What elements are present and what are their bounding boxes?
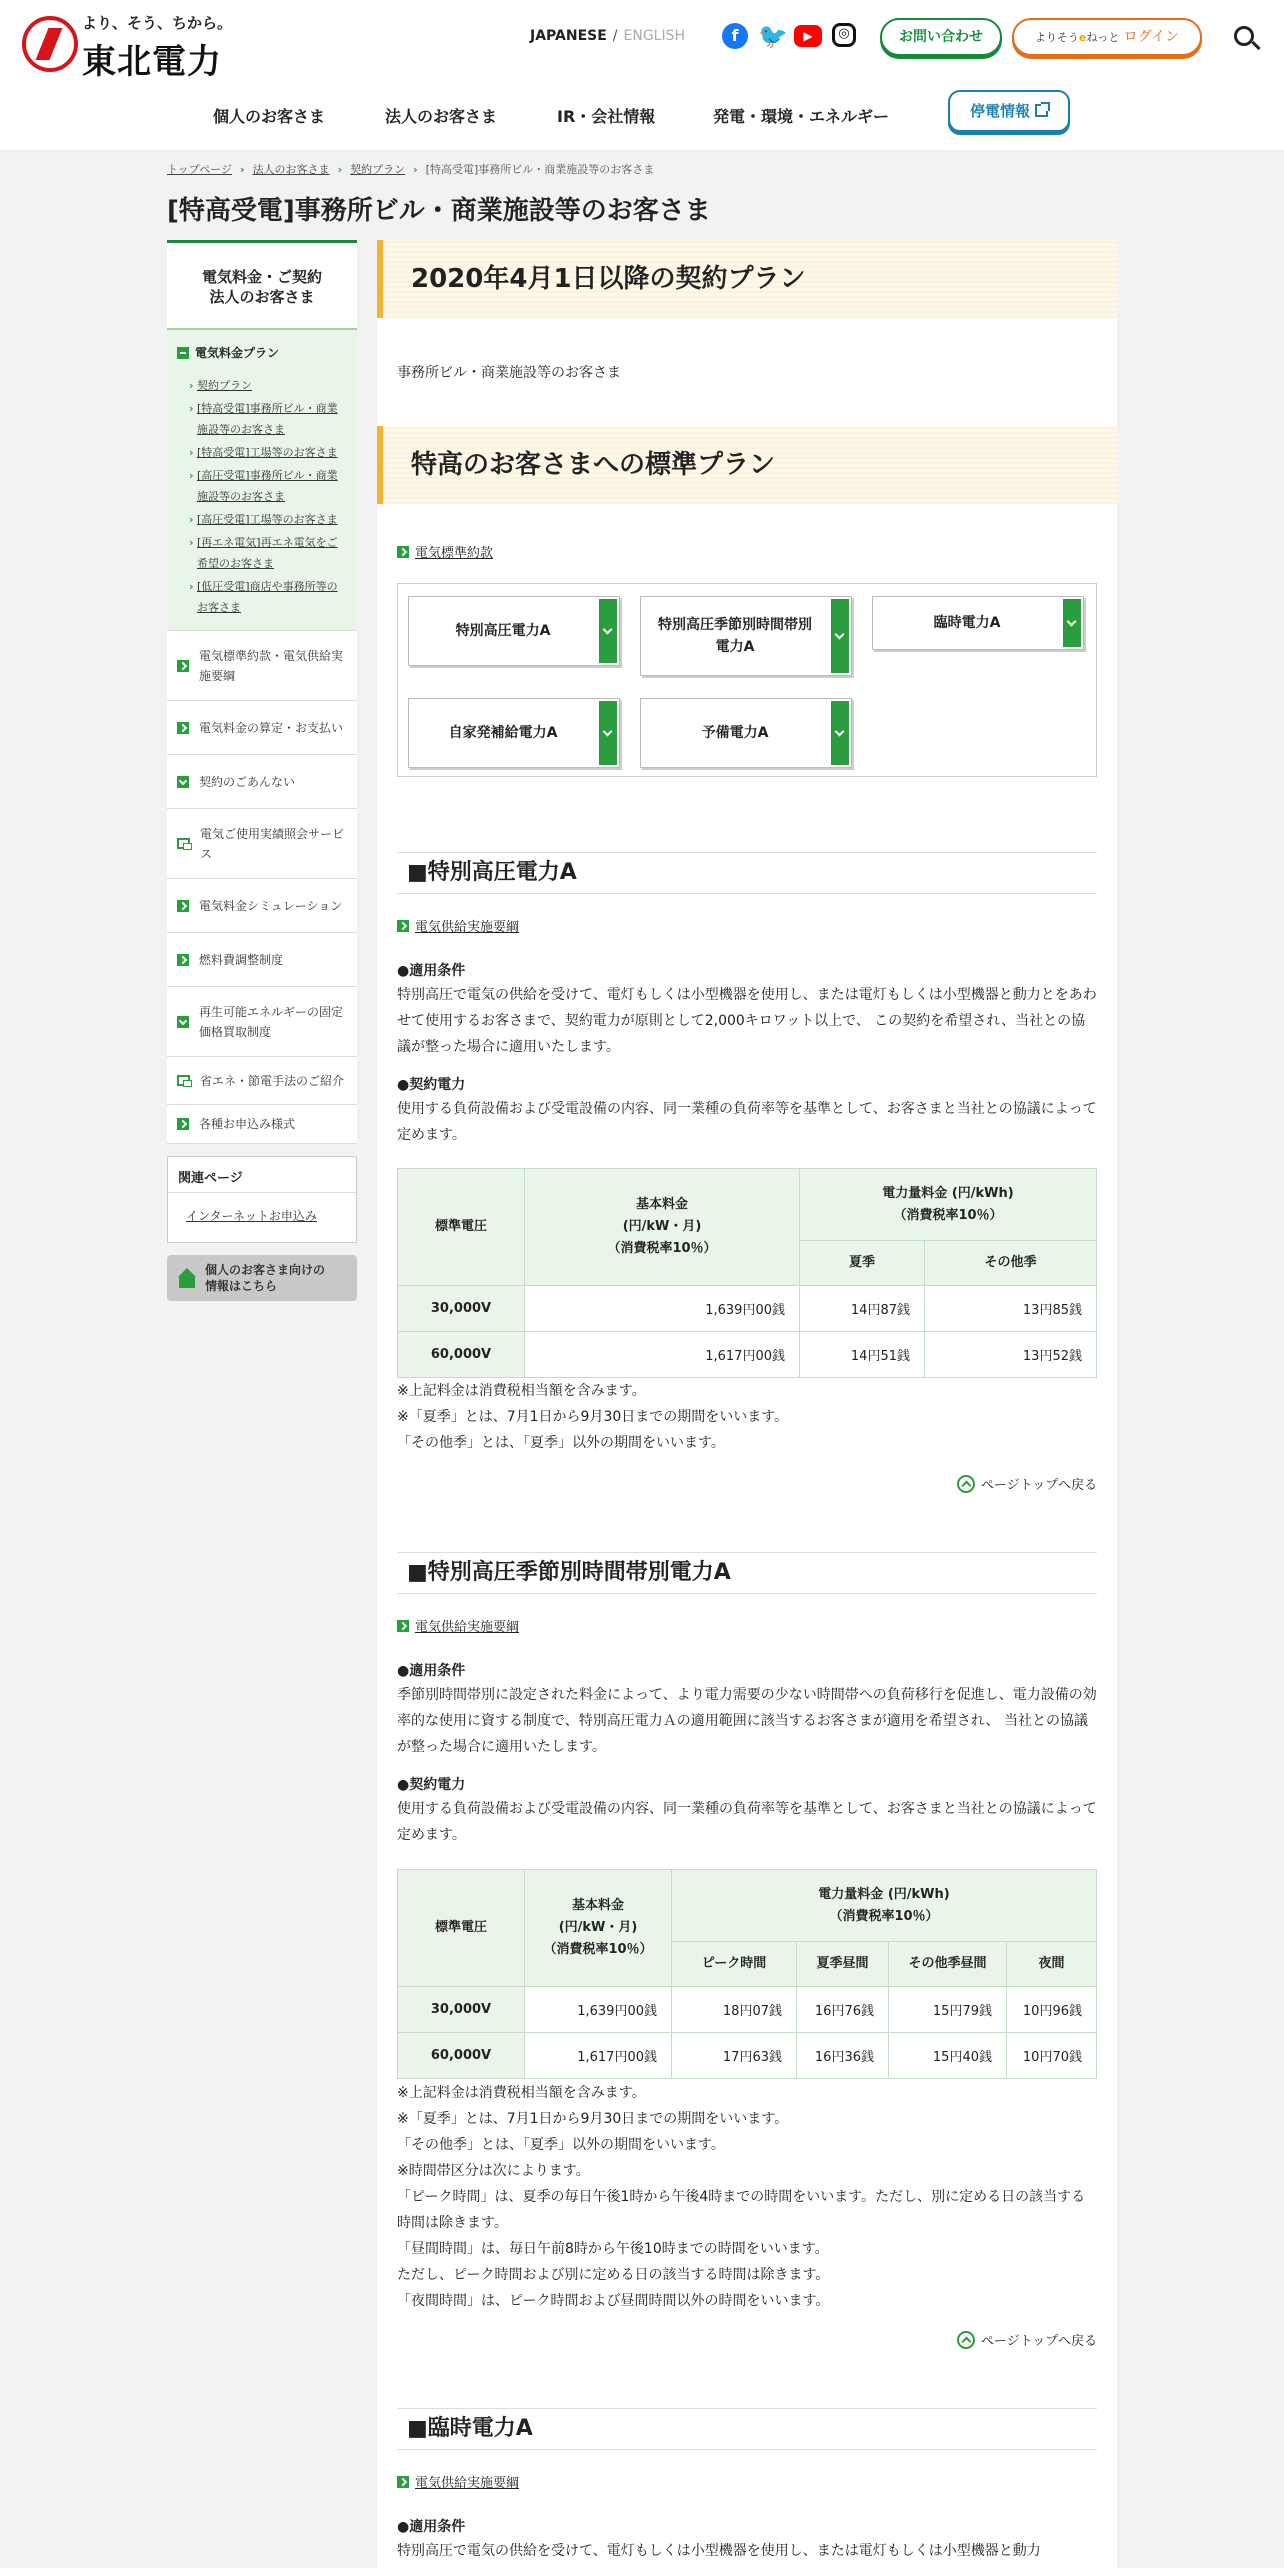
- cell-basic: 1,639円00銭: [525, 1286, 800, 1332]
- site-logo[interactable]: [22, 10, 233, 82]
- supply-terms-label: 電気供給実施要綱: [415, 920, 520, 935]
- page-title: [特高受電]事務所ビル・商業施設等のお客さま: [167, 196, 711, 226]
- condition-head: ●適用条件: [397, 963, 466, 979]
- sidebar-item-label: 電気料金シミュレーション: [199, 898, 343, 913]
- chevron-right-icon: ›: [337, 163, 343, 176]
- personal-info-label: [205, 1262, 325, 1294]
- breadcrumb-current: [特高受電]事務所ビル・商業施設等のお客さま: [425, 163, 655, 176]
- personal-line1: 個人のお客さま向けの: [205, 1263, 326, 1277]
- supply-terms-link[interactable]: [397, 1616, 519, 1635]
- sidebar-sub-item[interactable]: [177, 398, 347, 440]
- th-basic: [525, 1169, 800, 1286]
- cell-basic: 1,639円00銭: [525, 1987, 672, 2033]
- table-row: [398, 1332, 1097, 1378]
- sidebar-plan-title[interactable]: [177, 344, 347, 361]
- condition-text: 季節別時間帯別に設定された料金によって、より電力需要の少ない時間帯への負荷移行を促進し、電力設備の効率的な使用に資する制度で、特別高圧電力Ａの適用範囲に該当するお客さまが適用を希望され、 当社との協議が整った場合に適用いたします。: [397, 1687, 1097, 1755]
- new-window-icon: [177, 1075, 190, 1086]
- th-energy-1: 電力量料金 (円/kWh): [818, 1886, 950, 1902]
- section-title-tokubetsu-a: ■特別高圧電力A: [397, 852, 1097, 894]
- sidebar-item-fuel-cost[interactable]: [167, 932, 357, 986]
- nav-personal[interactable]: 個人のお客さま: [213, 107, 326, 126]
- sidebar-plan-group: [167, 328, 357, 630]
- e-icon: e: [1078, 31, 1087, 44]
- banner-contract-plan: 2020年4月1日以降の契約プラン: [377, 240, 1117, 318]
- note-line: 「夜間時間」は、ピーク時間および昼間時間以外の時間をいいます。: [397, 2293, 830, 2309]
- supply-terms-label: 電気供給実施要綱: [415, 2476, 520, 2491]
- new-window-icon: [177, 838, 190, 849]
- standard-terms-label: 電気標準約款: [415, 546, 494, 561]
- supply-terms-link[interactable]: [397, 2472, 519, 2491]
- contract-text: 使用する負荷設備および受電設備の内容、同一業種の負荷率等を基準として、お客さまと当社との協議によって定めます。: [397, 1101, 1097, 1143]
- sidebar-plan-label: 電気料金プラン: [195, 346, 280, 360]
- instagram-icon[interactable]: ◎: [832, 23, 856, 47]
- nav-ir[interactable]: IR・会社情報: [557, 107, 656, 126]
- table-row: [398, 1286, 1097, 1332]
- th-voltage: 標準電圧: [398, 1169, 525, 1286]
- sidebar-sub-link[interactable]: [特高受電]事務所ビル・商業施設等のお客さま: [197, 402, 338, 436]
- cell-peak: 17円63銭: [672, 2033, 797, 2079]
- th-voltage: 標準電圧: [398, 1870, 525, 1987]
- lang-japanese[interactable]: JAPANESE: [530, 28, 607, 44]
- plan-card-label: 自家発補給電力A: [448, 725, 558, 741]
- plan-card-tokubetsu-a[interactable]: [408, 596, 620, 666]
- note-line: ※上記料金は消費税相当額を含みます。: [397, 2085, 646, 2101]
- youtube-icon[interactable]: ▶: [794, 25, 822, 47]
- chevron-down-icon: [831, 599, 849, 673]
- cell-voltage: 60,000V: [398, 1332, 525, 1378]
- lang-separator: /: [612, 28, 618, 44]
- table-row: [398, 1987, 1097, 2033]
- th-basic-2: (円/kW・月): [622, 1219, 702, 1234]
- sidebar: [167, 240, 357, 1301]
- th-basic-1: 基本料金: [571, 1898, 624, 1913]
- nav-business[interactable]: 法人のお客さま: [385, 107, 498, 126]
- personal-line2: 情報はこちら: [205, 1279, 278, 1293]
- supply-terms-link[interactable]: [397, 916, 519, 935]
- chevron-down-icon: [1063, 599, 1081, 647]
- arrow-up-icon: [957, 2331, 975, 2349]
- sidebar-item-label: 再生可能エネルギーの固定価格買取制度: [199, 1004, 344, 1039]
- condition-head: ●適用条件: [397, 1663, 466, 1679]
- sidebar-sub-item[interactable]: [177, 509, 347, 530]
- sidebar-head-line1: 電気料金・ご契約: [201, 268, 322, 286]
- th-other-day: その他季昼間: [889, 1942, 1007, 1987]
- th-night: 夜間: [1007, 1942, 1097, 1987]
- th-summer-day: 夏季昼間: [797, 1942, 889, 1987]
- sidebar-sub-link[interactable]: [低圧受電]商店や事務所等のお客さま: [197, 580, 338, 614]
- chevron-down-icon: [177, 1016, 189, 1028]
- sidebar-sub-item[interactable]: [177, 375, 347, 396]
- note-line: ※「夏季」とは、7月1日から9月30日までの期間をいいます。: [397, 2111, 789, 2127]
- chevron-down-icon: [599, 599, 617, 663]
- chevron-right-icon: [397, 546, 409, 558]
- cell-night: 10円96銭: [1007, 1987, 1097, 2033]
- sns-links: [722, 23, 856, 49]
- contract-head: ●契約電力: [397, 1077, 466, 1093]
- cell-voltage: 60,000V: [398, 2033, 525, 2079]
- note-line: 「ピーク時間」は、夏季の毎日午後1時から午後4時までの時間をいいます。ただし、別に定める日の該当する時間は除きます。: [397, 2189, 1086, 2231]
- chevron-right-icon: [397, 1620, 409, 1632]
- sidebar-item-label: 電気料金の算定・お支払い: [199, 720, 344, 735]
- language-switch: [530, 28, 685, 44]
- breadcrumb-plans[interactable]: 契約プラン: [350, 163, 406, 176]
- th-basic-2: (円/kW・月): [558, 1920, 638, 1935]
- plan-card-rinji-a[interactable]: [872, 596, 1084, 650]
- contract-head: ●契約電力: [397, 1777, 466, 1793]
- section-title-rinji-a: ■臨時電力A: [397, 2408, 1097, 2450]
- lang-english[interactable]: ENGLISH: [623, 28, 686, 44]
- cell-peak: 18円07銭: [672, 1987, 797, 2033]
- table-row: [398, 2033, 1097, 2079]
- note-line: 「その他季」とは、「夏季」以外の期間をいいます。: [397, 2137, 725, 2153]
- login-prefix: よりそう: [1034, 31, 1079, 44]
- sidebar-item-renewable[interactable]: [167, 986, 357, 1056]
- login-label: ログイン: [1123, 29, 1180, 45]
- note-line: ※「夏季」とは、7月1日から9月30日までの期間をいいます。: [397, 1409, 789, 1425]
- sidebar-item-label: 電気ご使用実績照会サービス: [200, 826, 345, 861]
- rate-table-tou-a: [397, 1869, 1097, 2079]
- site-header: [0, 0, 1284, 150]
- sidebar-sub-item[interactable]: [177, 442, 347, 463]
- th-basic-1: 基本料金: [635, 1197, 688, 1212]
- notes-sec2: [397, 2080, 1097, 2314]
- house-icon: [177, 1268, 197, 1288]
- sidebar-item-terms[interactable]: [167, 630, 357, 700]
- external-link-icon: [1035, 104, 1048, 117]
- sidebar-item-contract-guide[interactable]: [167, 754, 357, 808]
- cell-voltage: 30,000V: [398, 1987, 525, 2033]
- sidebar-item-label: 燃料費調整制度: [199, 952, 284, 967]
- sidebar-sub-link[interactable]: [高圧受電]工場等のお客さま: [197, 513, 338, 526]
- related-link-internet-apply[interactable]: インターネットお申込み: [186, 1209, 317, 1223]
- chevron-right-icon: [177, 900, 189, 912]
- arrow-up-icon: [957, 1475, 975, 1493]
- chevron-right-icon: [397, 2476, 409, 2488]
- chevron-down-icon: [831, 701, 849, 765]
- pagetop-label: ページトップへ戻る: [980, 1478, 1097, 1493]
- plan-card-label: 特別高圧電力A: [455, 623, 551, 639]
- logo-name: 東北電力: [82, 42, 222, 82]
- plan-card-yobi-a[interactable]: [640, 698, 852, 768]
- login-button[interactable]: [1012, 18, 1202, 56]
- condition-text: 特別高圧で電気の供給を受けて、電灯もしくは小型機器を使用し、または電灯もしくは小型機器と動力とをあわせて使用するお客さまで、契約電力が原則として2,000キロワット以上で、 この契約を希望され、当社との協議が整った場合に適用いたします。: [397, 987, 1097, 1055]
- chevron-right-icon: [177, 660, 189, 672]
- notes-sec1: [397, 1378, 1097, 1456]
- facebook-icon[interactable]: f: [722, 23, 748, 49]
- th-summer: 夏季: [800, 1241, 925, 1286]
- nav-energy[interactable]: 発電・環境・エネルギー: [713, 107, 890, 126]
- sidebar-sub-item[interactable]: [177, 465, 347, 507]
- th-basic-3: （消費税率10％）: [543, 1942, 653, 1957]
- th-energy: [800, 1169, 1097, 1241]
- personal-info-button[interactable]: [167, 1255, 357, 1301]
- plan-card-tou-a[interactable]: [640, 596, 852, 676]
- plan-card-label: 特別高圧季節別時間帯別電力A: [658, 617, 812, 655]
- breadcrumb-business[interactable]: 法人のお客さま: [252, 163, 330, 176]
- sidebar-item-forms[interactable]: [167, 1104, 357, 1144]
- global-nav: [0, 90, 1284, 140]
- sidebar-item-label: 省エネ・節電手法のご紹介: [200, 1073, 345, 1088]
- section-title-tou-a: ■特別高圧季節別時間帯別電力A: [397, 1552, 1097, 1594]
- cell-summer: 14円87銭: [800, 1286, 925, 1332]
- cell-summer-day: 16円36銭: [797, 2033, 889, 2079]
- chevron-right-icon: [177, 954, 189, 966]
- sidebar-sub-link[interactable]: [再エネ電気]再エネ電気をご希望のお客さま: [197, 536, 338, 570]
- chevron-right-icon: [177, 1118, 189, 1130]
- th-basic-3: （消費税率10％）: [607, 1241, 717, 1256]
- logo-tagline: より、そう、ちから。: [82, 14, 233, 32]
- related-head: 関連ページ: [168, 1157, 356, 1193]
- sidebar-item-energy-saving[interactable]: [167, 1056, 357, 1104]
- condition-text: 特別高圧で電気の供給を受けて、電灯もしくは小型機器を使用し、または電灯もしくは小型機器と動力: [397, 2543, 1041, 2559]
- breadcrumb-top[interactable]: トップページ: [167, 163, 233, 176]
- breadcrumb: [167, 161, 654, 177]
- sidebar-item-label: 各種お申込み様式: [199, 1117, 296, 1131]
- cell-basic: 1,617円00銭: [525, 1332, 800, 1378]
- cell-other: 13円52銭: [925, 1332, 1097, 1378]
- outage-label: 停電情報: [969, 102, 1030, 120]
- sidebar-sub-link[interactable]: 契約プラン: [197, 379, 252, 392]
- th-energy: [672, 1870, 1097, 1942]
- sidebar-item-billing[interactable]: [167, 700, 357, 754]
- note-line: ただし、ピーク時間および別に定める日の該当する時間は除きます。: [397, 2267, 830, 2283]
- contact-button[interactable]: お問い合わせ: [880, 18, 1002, 56]
- twitter-icon[interactable]: 🐦: [758, 22, 788, 50]
- plan-card-label: 予備電力A: [701, 725, 769, 741]
- sidebar-item-label: 契約のごあんない: [199, 774, 296, 789]
- collapse-icon: [177, 347, 189, 359]
- related-pages: [167, 1156, 357, 1243]
- search-icon[interactable]: [1234, 26, 1254, 46]
- chevron-right-icon: [397, 920, 409, 932]
- sidebar-item-usage-service[interactable]: [167, 808, 357, 878]
- chevron-right-icon: ›: [240, 163, 245, 176]
- pagetop-label: ページトップへ戻る: [980, 2334, 1097, 2349]
- outage-button[interactable]: [948, 90, 1070, 132]
- standard-terms-link[interactable]: [397, 542, 493, 561]
- condition-head: ●適用条件: [397, 2519, 466, 2535]
- th-energy-2: （消費税率10％）: [893, 1207, 1003, 1223]
- note-line: ※時間帯区分は次によります。: [397, 2163, 590, 2179]
- chevron-right-icon: ›: [413, 163, 418, 176]
- rate-table-tokubetsu-a: [397, 1168, 1097, 1378]
- sidebar-head: [167, 240, 357, 328]
- sidebar-item-label: 電気標準約款・電気供給実施要綱: [199, 648, 344, 683]
- main-content: [377, 240, 1117, 2568]
- supply-terms-label: 電気供給実施要綱: [415, 1620, 520, 1635]
- cell-summer-day: 16円76銭: [797, 1987, 889, 2033]
- login-mid: ねっと: [1086, 31, 1120, 44]
- sidebar-sub-link[interactable]: [高圧受電]事務所ビル・商業施設等のお客さま: [197, 469, 338, 503]
- note-line: 「昼間時間」は、毎日午前8時から午後10時までの時間をいいます。: [397, 2241, 829, 2257]
- lead-text: 事務所ビル・商業施設等のお客さま: [397, 365, 621, 381]
- cell-summer: 14円51銭: [800, 1332, 925, 1378]
- note-line: 「その他季」とは、「夏季」以外の期間をいいます。: [397, 1435, 725, 1451]
- sidebar-sub-item[interactable]: [177, 532, 347, 574]
- th-other: その他季: [925, 1241, 1097, 1286]
- note-line: ※上記料金は消費税相当額を含みます。: [397, 1383, 646, 1399]
- sidebar-item-simulation[interactable]: [167, 878, 357, 932]
- th-energy-2: （消費税率10％）: [829, 1908, 939, 1924]
- pagetop-link[interactable]: [957, 2330, 1097, 2349]
- th-basic: [525, 1870, 672, 1987]
- cell-other-day: 15円40銭: [889, 2033, 1007, 2079]
- sidebar-sub-link[interactable]: [特高受電]工場等のお客さま: [197, 446, 338, 459]
- chevron-down-icon: [177, 776, 189, 788]
- pagetop-link[interactable]: [957, 1474, 1097, 1493]
- plan-card-label: 臨時電力A: [933, 615, 1001, 631]
- plan-card-jikahatsu-a[interactable]: [408, 698, 620, 768]
- cell-basic: 1,617円00銭: [525, 2033, 672, 2079]
- contract-text: 使用する負荷設備および受電設備の内容、同一業種の負荷率等を基準として、お客さまと当社との協議によって定めます。: [397, 1801, 1097, 1843]
- sidebar-head-line2: 法人のお客さま: [209, 288, 315, 306]
- cell-voltage: 30,000V: [398, 1286, 525, 1332]
- chevron-right-icon: [177, 722, 189, 734]
- lightning-logo-icon: [22, 16, 78, 72]
- cell-night: 10円70銭: [1007, 2033, 1097, 2079]
- chevron-down-icon: [599, 701, 617, 765]
- th-energy-1: 電力量料金 (円/kWh): [882, 1185, 1014, 1201]
- th-peak: ピーク時間: [672, 1942, 797, 1987]
- sidebar-sub-item[interactable]: [177, 576, 347, 618]
- cell-other-day: 15円79銭: [889, 1987, 1007, 2033]
- cell-other: 13円85銭: [925, 1286, 1097, 1332]
- plan-card-grid: [397, 583, 1097, 777]
- sidebar-sub-list: [177, 375, 347, 618]
- banner-standard-plan: 特高のお客さまへの標準プラン: [377, 426, 1117, 504]
